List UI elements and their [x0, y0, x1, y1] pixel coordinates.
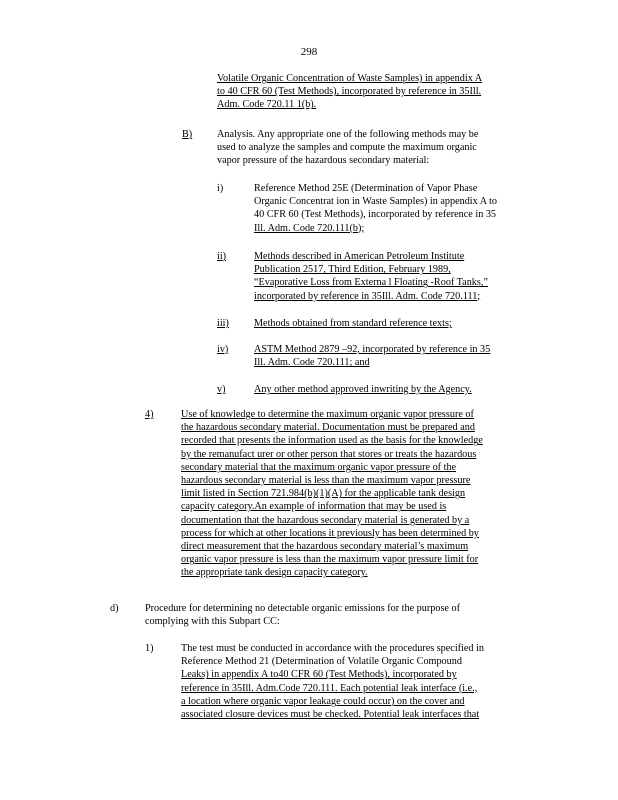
text-line: direct measurement that the hazardous secondary material’s maximum — [181, 541, 469, 553]
text-line: associated closure devices must be checked. Potential leak interfaces that — [181, 709, 480, 721]
subitem-ii-label: ii) — [217, 251, 227, 262]
text-line: limit listed in Section 721.984(b)(1)(A) for the applicable tank design — [181, 488, 466, 500]
subitem-i-text — [254, 182, 538, 235]
text-line: ASTM Method 2879 –92, incorporated by reference in 35 — [254, 344, 491, 355]
text-line: the hazardous secondary material. Documentation must be prepared and — [181, 422, 475, 434]
text-line: Ill. Adm. Code 720.111(b); — [254, 222, 365, 234]
text-line: incorporated by reference in 35Ill. Adm. Code 720.111; — [254, 290, 481, 302]
text-line: process for which at other locations it previously has been determined by — [181, 527, 479, 539]
text-line: Reference Method 21 (Determination of Volatile Organic Compound — [181, 656, 462, 668]
text-line: recorded that presents the information used as the basis for the knowledge — [181, 435, 483, 447]
text-line: Ill. Adm. Code 720.111; and — [254, 357, 370, 369]
text-line: used to analyze the samples and compute the maximum organic — [217, 142, 477, 154]
subitem-iv-text — [254, 343, 538, 369]
text-line: “Evaporative Loss from Externa l Floating -Roof Tanks,” — [254, 277, 488, 289]
subitem-i-label: i) — [217, 183, 224, 194]
item-b-text — [217, 128, 535, 168]
subitem-iii-text — [254, 317, 538, 330]
subitem-ii-text — [254, 250, 538, 303]
item-b-label: B) — [182, 129, 193, 140]
text-line: the appropriate tank design capacity category. — [181, 567, 368, 579]
text-line: Publication 2517, Third Edition, February 1989, — [254, 264, 451, 276]
text-line: Analysis. Any appropriate one of the following methods may be — [217, 129, 479, 140]
text-line: Leaks) in appendix A to40 CFR 60 (Test Methods), incorporated by — [181, 669, 457, 681]
text-line: Methods described in American Petroleum Institute — [254, 251, 465, 262]
page-number: 298 — [300, 46, 318, 58]
continuation-paragraph — [217, 72, 535, 112]
text-line: Reference Method 25E (Determination of Vapor Phase — [254, 183, 478, 194]
subitem-v-text — [254, 383, 538, 396]
text-line: Use of knowledge to determine the maximum organic vapor pressure of — [181, 409, 474, 420]
text-line: 40 CFR 60 (Test Methods), incorporated by reference in 35 — [254, 209, 497, 221]
text-line: Organic Concentrat ion in Waste Samples) in appendix A to — [254, 196, 497, 208]
text-line: a location where organic vapor leakage could occur) on the cover and — [181, 695, 465, 707]
text-line: Methods obtained from standard reference texts; — [254, 318, 452, 329]
text-line: organic vapor pressure is less than the maximum vapor pressure limit for — [181, 554, 479, 566]
text-line: to 40 CFR 60 (Test Methods), incorporated by reference in 35Ill. — [217, 86, 482, 98]
item-1-label: 1) — [145, 643, 154, 654]
item-d-text — [145, 602, 538, 628]
text-line: Adm. Code 720.11 1(b). — [217, 99, 317, 111]
text-line: hazardous secondary material is less than the maximum vapor pressure — [181, 475, 471, 487]
text-line: capacity category.An example of information that may be used is — [181, 501, 447, 513]
item-4-label: 4) — [145, 409, 154, 420]
subitem-iv-label: iv) — [217, 344, 229, 355]
text-line: complying with this Subpart CC: — [145, 616, 280, 628]
text-line: The test must be conducted in accordance with the procedures specified in — [181, 643, 484, 654]
text-line: Any other method approved inwriting by the Agency. — [254, 384, 472, 395]
text-line: Volatile Organic Concentration of Waste Samples) in appendix A — [217, 73, 483, 84]
text-line: Procedure for determining no detectable organic emissions for the purpose of — [145, 603, 460, 614]
subitem-v-label: v) — [217, 384, 226, 395]
item-d-label: d) — [110, 603, 119, 614]
text-line: vapor pressure of the hazardous secondary material: — [217, 155, 430, 167]
item-1-text — [181, 642, 538, 721]
item-4-text — [181, 408, 538, 580]
text-line: secondary material that the maximum organic vapor pressure of the — [181, 461, 457, 473]
text-line: documentation that the hazardous secondary material is generated by a — [181, 514, 470, 526]
text-line: by the remanufact urer or other person that stores or treats the hazardous — [181, 448, 477, 460]
text-line: reference in 35Ill. Adm.Code 720.111. Each potential leak interface (i.e., — [181, 682, 478, 694]
subitem-iii-label: iii) — [217, 318, 229, 329]
